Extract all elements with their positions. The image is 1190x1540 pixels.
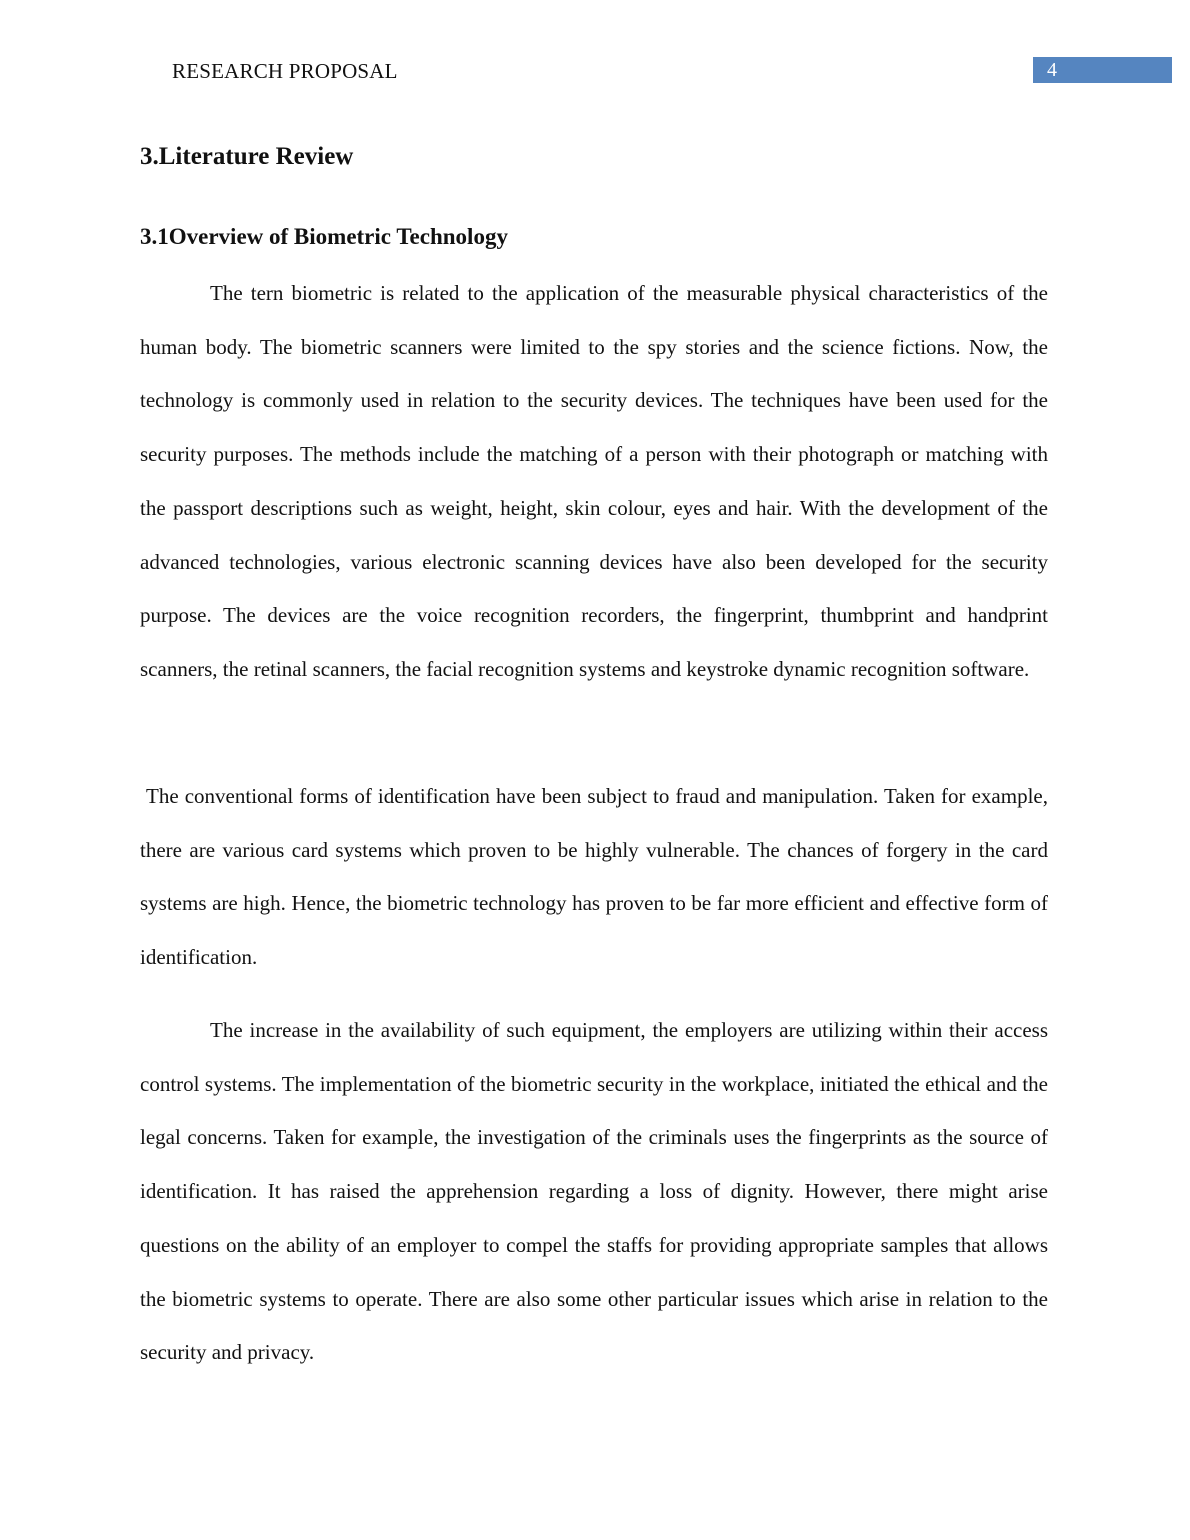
page-number: 4 xyxy=(1047,59,1057,81)
body-paragraph: The tern biometric is related to the application of the measurable physical characteristics of the human body. The biometric scanners were limited to the spy stories and the science fictions. Now, the technology is commonly used in relation to the security devices. The techniques have been used for the security purposes. The methods include the matching of a person with their photograph or matching with the passport descriptions such as weight, height, skin colour, eyes and hair. With the development of the advanced technologies, various electronic scanning devices have also been developed for the security purpose. The devices are the voice recognition recorders, the fingerprint, thumbprint and handprint scanners, the retinal scanners, the facial recognition systems and keystroke dynamic recognition software. xyxy=(140,281,1048,681)
section-title: 3.Literature Review xyxy=(140,143,354,170)
body-paragraph: The increase in the availability of such equipment, the employers are utilizing within their access control systems. The implementation of the biometric security in the workplace, initiated the ethical and the legal concerns. Taken for example, the investigation of the criminals uses the fingerprints as the source of identification. It has raised the apprehension regarding a loss of dignity. However, there might arise questions on the ability of an employer to compel the staffs for providing appropriate samples that allows the biometric systems to operate. There are also some other particular issues which arise in relation to the security and privacy. xyxy=(140,1018,1048,1365)
body-paragraph: The conventional forms of identification have been subject to fraud and manipulation. Taken for example, there are various card systems which proven to be highly vulnerable. The chances of forgery in the card systems are high. Hence, the biometric technology has proven to be far more efficient and effective form of identification. xyxy=(140,784,1048,970)
subsection-title: 3.1Overview of Biometric Technology xyxy=(140,224,508,249)
page-number-box xyxy=(1033,57,1172,83)
running-head: RESEARCH PROPOSAL xyxy=(172,59,398,83)
